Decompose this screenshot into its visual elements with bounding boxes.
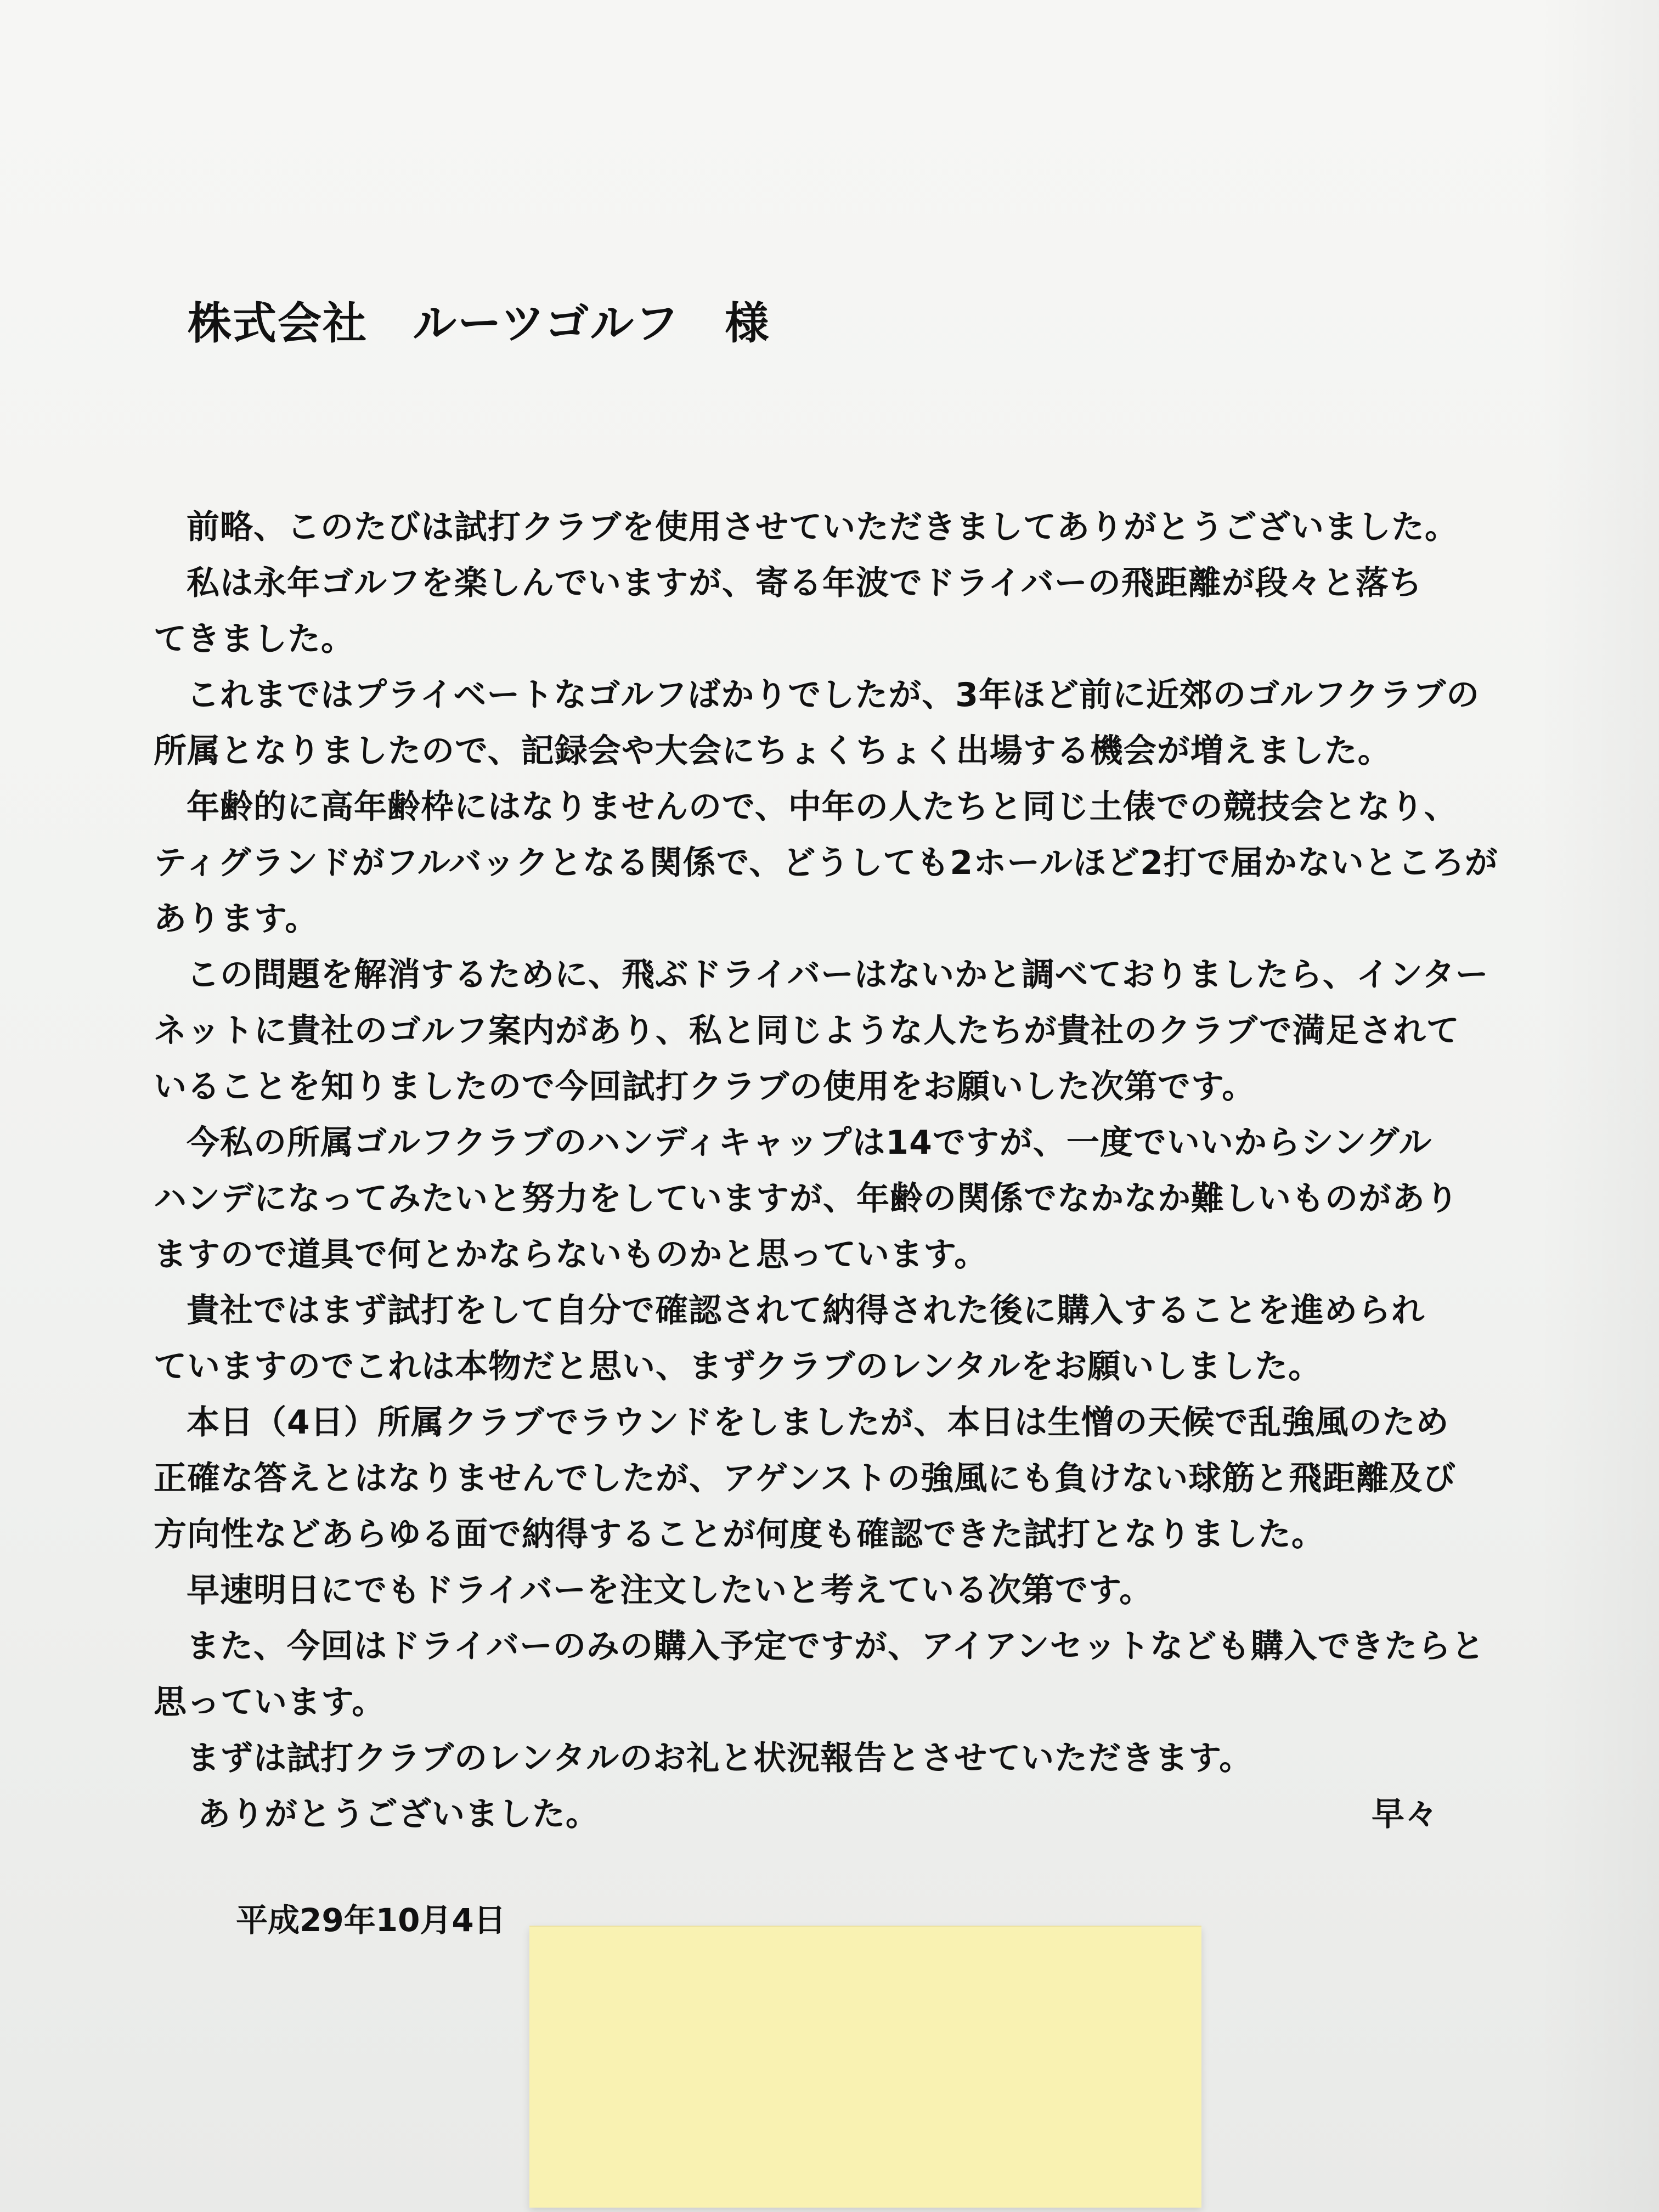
body-line: また、今回はドライバーのみの購入予定ですが、アイアンセットなども購入できたらと — [187, 1627, 1485, 1666]
body-line: 私は永年ゴルフを楽しんでいますが、寄る年波でドライバーの飛距離が段々と落ち — [187, 564, 1423, 602]
paper-shadow — [1538, 0, 1659, 2212]
body-line: ハンデになってみたいと努力をしていますが、年齢の関係でなかなか難しいものがあり — [154, 1180, 1459, 1218]
body-line: 前略、このたびは試打クラブを使用させていただきましてありがとうございました。 — [187, 508, 1458, 546]
body-line: てきました。 — [154, 620, 354, 658]
body-line: 方向性などあらゆる面で納得することが何度も確認できた試打となりました。 — [154, 1515, 1325, 1554]
body-line: 貴社ではまず試打をして自分で確認されて納得された後に購入することを進められ — [187, 1291, 1425, 1330]
body-line: あります。 — [154, 900, 319, 938]
body-line: ますので道具で何とかならないものかと思っています。 — [154, 1235, 988, 1274]
addressee: 株式会社 ルーツゴルフ 様 — [188, 298, 770, 349]
sticky-note — [529, 1926, 1201, 2208]
closing-word: 早々 — [1372, 1795, 1438, 1833]
body-line: ていますのでこれは本物だと思い、まずクラブのレンタルをお願いしました。 — [154, 1347, 1322, 1386]
body-line: 今私の所属ゴルフクラブのハンディキャップは14ですが、一度でいいからシングル — [187, 1124, 1432, 1162]
body-line: 正確な答えとはなりませんでしたが、アゲンストの強風にも負けない球筋と飛距離及び — [154, 1459, 1457, 1498]
letter-date: 平成29年10月4日 — [236, 1901, 506, 1939]
closing-thanks: ありがとうございました。 — [198, 1795, 599, 1833]
body-line: いることを知りましたので今回試打クラブの使用をお願いした次第です。 — [154, 1068, 1256, 1106]
body-line: 所属となりましたので、記録会や大会にちょくちょく出場する機会が増えました。 — [154, 732, 1391, 770]
body-line: 年齢的に高年齢枠にはなりませんので、中年の人たちと同じ土俵での競技会となり、 — [187, 788, 1458, 826]
body-line: ネットに貴社のゴルフ案内があり、私と同じような人たちが貴社のクラブで満足されて — [154, 1012, 1460, 1050]
closing-line — [148, 1786, 1503, 1842]
body-line: この問題を解消するために、飛ぶドライバーはないかと調べておりましたら、インター — [187, 956, 1489, 994]
letter-body — [148, 499, 1503, 1842]
body-line: 思っています。 — [154, 1683, 386, 1722]
body-line: ティグランドがフルバックとなる関係で、どうしても2ホールほど2打で届かないところが — [154, 844, 1498, 882]
body-line: まずは試打クラブのレンタルのお礼と状況報告とさせていただきます。 — [187, 1739, 1253, 1778]
body-line: 本日（4日）所属クラブでラウンドをしましたが、本日は生憎の天候で乱強風のため — [187, 1403, 1449, 1442]
body-line: 早速明日にでもドライバーを注文したいと考えている次第です。 — [187, 1571, 1153, 1610]
body-line: これまではプライベートなゴルフばかりでしたが、3年ほど前に近郊のゴルフクラブの — [187, 676, 1480, 714]
